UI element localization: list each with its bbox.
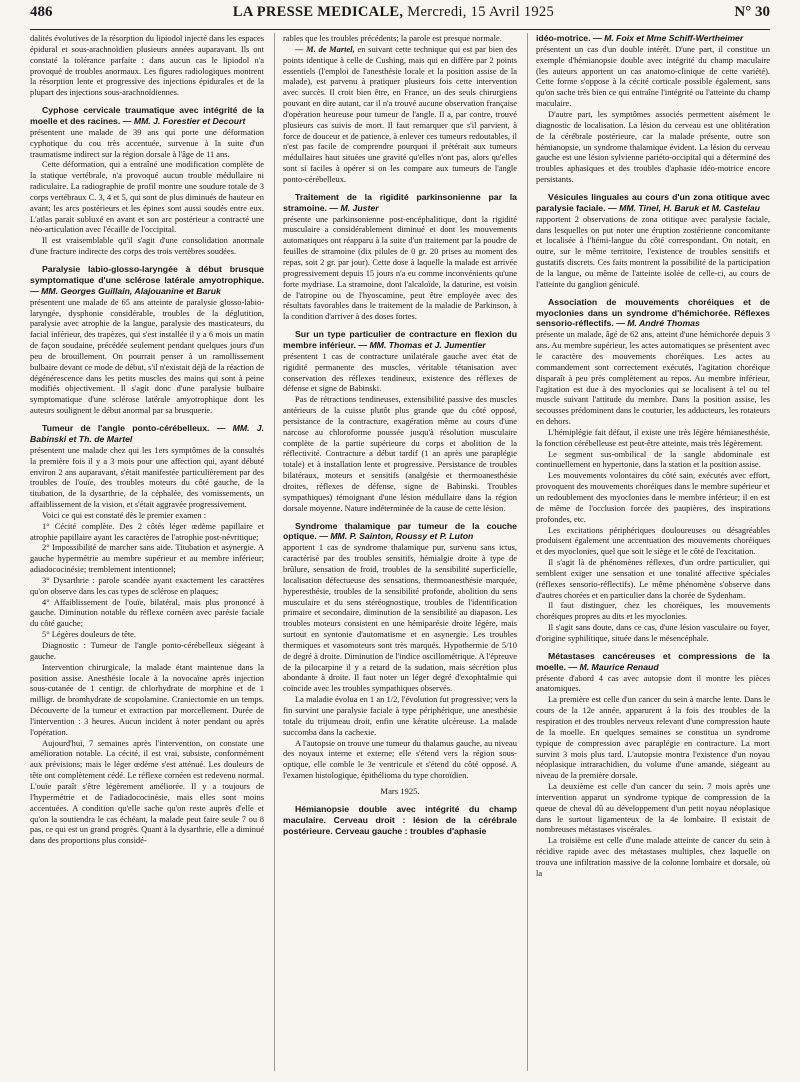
heading-title: Paralysie labio-glosso-laryngée à début brusque symptomatique d'une sclérose latérale amyotrophique. — [30,264,264,296]
paragraph: La troisième est celle d'une malade atteinte de cancer du sein à récidive rapide avec des métastases multiples, chez laquelle on trouva une infiltration massive de la colonne lombaire et dorsale, où la [536,835,770,878]
heading-authors: MM. J. Babinski et Th. de Martel [30,423,264,444]
paragraph: Diagnostic : Tumeur de l'angle ponto-cérébelleux siégeant à gauche. [30,640,264,661]
section-heading [283,521,517,543]
section-heading [536,192,770,214]
list-item: 2° Impossibilité de marcher sans aide. Titubation et asynergie. A gauche hypermétrie au membre supérieur et au membre inférieur; adiadococinésie; tremblement intentionnel; [30,542,264,575]
paragraph: Voici ce qui est constaté dès le premier examen : [42,509,207,520]
heading-authors: MM. J. Forestier et Decourt [133,115,246,126]
paragraph: présentent une malade de 65 ans atteinte de paralysie glosso-labio-laryngée, dysphonie considérable, troubles de la déglutition, paralysie avec atrophie de la langue, paralysie des masticateurs, du facial inférieur, des trapèzes, qui s'est installée il y a 6 mois un matin de façon soudaine, précédée seulement pendant quelques jours d'un peu de brouillement. On pourrait penser à un ramollissement bulbaire devant ce mode de début, s'il n'existait déjà de la réaction de dégénérescence dans les petits muscles des mains qui sont à peine modifiés objectivement. Il s'agit donc d'une paralysie bulbaire symptomatique d'une sclérose latérale amyotrophique dont les auteurs soulignent le début anormal par sa brusquerie. [30,296,264,416]
paragraph: présente d'abord 4 cas avec autopsie dont il montre les pièces anatomiques. [536,672,770,694]
heading-title: Sur un type particulier de contracture en flexion du membre inférieur. — [283,329,517,350]
heading-title: Cyphose cervicale traumatique avec intégrité de la moelle et des racines. — [30,105,264,126]
section-heading: Hémianopsie double avec intégrité du champ maculaire. Cerveau droit : lésion de la cérébrale postérieure. Cerveau gauche : troubles d'aphasie [283,803,517,836]
section-heading [536,297,770,330]
paragraph: Les excitations périphériques douloureuses ou désagréables produisent également une accentuation des mouvements choréiques et des myoclonies, quel que soit le siège et le côté de l'excitation. [536,524,770,557]
heading-authors: M. André Thomas [627,318,700,329]
paragraph: L'hémiplégie fait défaut, il existe une très légère hémianesthésie, la fonction cérébelleuse est peut-être atteinte, mais très légèrement. [536,426,770,448]
heading-title: Métastases cancéreuses et compressions de la moelle. — [536,650,770,672]
heading-title: Traitement de la rigidité parkinsonienne par la stramoine. — [283,191,517,213]
heading-authors: MM. Thomas et J. Jumentier [369,339,486,350]
heading-authors: MM. Georges Guillain, Alajouanine et Baruk [41,285,221,296]
paragraph: présente un malade, âgé de 62 ans, atteint d'une hémichorée depuis 3 ans. Au membre supérieur, les actes automatiques se présentent avec le caractère des mouvements choréiques. Les actes au commandement sont correctement exécutés, l'agitation choréique disparaît à peu près complètement au repos. Au membre inférieur, l'agitation est due à des myoclonies qui se localisent à tel ou tel muscle suivant l'attitude du membre. Dans la position assise, les secousses prédominent dans le couturier, les adducteurs, les rotateurs en dehors. [536,329,770,427]
list-item: 4° Affaiblissement de l'ouïe, bilatéral, mais plus prononcé à gauche. Diminution notable du réflexe cornéen avec parésie faciale du côté gauche; [30,596,264,629]
paragraph: rapportent 2 observations de zona otitique avec paralysie faciale, dans lesquelles on put noter une éruption zostérienne concomitante et localisée à l'hémi-langue du côté correspondant. On notait, en outre, sur le même territoire, l'existence de troubles sensitifs et gustatifs discrets. Ces faits montrent la possibilité de la participation de la langue, ou même de l'atteinte isolée de celle-ci, au cours de l'atteinte du ganglion géniculé. [536,213,770,289]
session-date: Mars 1925. [380,785,420,796]
paragraph: Il s'agit là de phénomènes réflexes, d'un ordre particulier, qui semblent exiger une sensation et une tonalité affective spéciales (réflexes sensorio-réflectifs). Le même phénomène s'observe dans d'autres chorées et en particulier dans la chorée de Sydenham. [536,557,770,600]
list-item: 1° Cécité complète. Des 2 côtés léger œdème papillaire et atrophie papillaire ayant les caractères de l'atrophie post-névritique; [30,520,264,542]
section-heading [30,264,264,297]
paragraph: Il s'agit sans doute, dans ce cas, d'une lésion vasculaire ou foyer, d'origine syphilitique, située dans le mésencéphale. [536,622,770,643]
paragraph: Le segment sus-ombilical de la sangle abdominale est continuellement en hypertonie, dans la station et la position assise. [536,448,770,470]
section-heading [283,192,517,214]
heading-title: idéo-motrice. — [536,33,602,43]
section-heading [536,651,770,673]
paragraph: A l'autopsie on trouve une tumeur du thalamus gauche, au niveau des noyaux interne et externe; elle s'étend vers la région sous-optique, elle comble le 3e ventricule et s'étend du côté opposé. A l'examen histologique, épithélioma du type choroïdien. [283,737,517,781]
heading-authors: MM. P. Sainton, Roussy et P. Luton [330,531,474,542]
heading-title: Tumeur de l'angle ponto-cérébelleux. — [42,423,226,433]
paragraph: La maladie évolua en 1 an 1/2, l'évolution fut progressive; vers la fin survint une paralysie faciale à type périphérique, une anesthésie totale du trijumeau droit, enfin une kératite ulcéreuse. La malade succomba dans la cachexie. [283,694,517,737]
paragraph: présentent une malade de 39 ans qui porte une déformation cyphotique du cou très accentuée, survenue à la suite d'un traumatisme indirect sur la région dorsale à l'âge de 11 ans. [30,126,264,159]
paragraph: La deuxième est celle d'un cancer du sein. 7 mois après une intervention apparut un syndrome typique de compression de la queue de cheval dû au développement d'un petit noyau néoplasique dans le surtout ligamenteux de la 4e lombaire. Il existait de nombreuses métastases viscérales. [536,781,770,835]
paragraph: Il est vraisemblable qu'il s'agit d'une consolidation anormale d'une fracture indirecte des corps des trois vertèbres soudées. [30,235,264,257]
section-heading-continued [536,33,770,44]
page-number: 486 [30,4,53,20]
heading-authors: M. Foix et Mme Schiff-Wertheimer [604,33,744,43]
paragraph: Intervention chirurgicale, la malade étant maintenue dans la position assise. Anesthésie locale à la novocaïne après injection sous-cutanée de 1 centigr. de chlorhydrate de morphine et de 1 milligr. de bromhydrate de scopolamine. Craniectomie en un temps. Découverte de la tumeur et extraction par morcellement. Durée de l'intervention : 3 heures. Aucun incident à noter pendant ou après l'opération. [30,661,264,737]
paragraph: présentent un cas d'un double intérêt. D'une part, il constitue un exemple d'hémianopsie double avec intégrité du champ maculaire (les auteurs apportent un cas anatomo-clinique de cette variété). Cette forme s'oppose à la cécité corticale possible également, sans qu'on sache très bien ce qui entraîne l'intégrité ou l'atteinte du champ maculaire. [536,43,770,109]
paragraph-text: en suivant cette technique qui est par bien des points identique à celle de Cushing, mais qui en diffère par 2 points essentiels (l'emploi de l'anesthésie locale et la position assise de la malade), est parvenu à pratiquer plusieurs fois cette intervention avec succès. Il croit bien être, en France, un des seuls chirurgiens pouvant en dire autant, car il n'a trouvé aucune observation française d'opération heureuse pour tumeur de l'angle. Il a, par contre, trouvé plusieurs cas suivis de mort. Il faut remarquer que s'il parvient, à force de douceur et de patience, à enlever ces tumeurs redoutables, il n'est pas facile de comprendre pourquoi il prétérait aux tumeurs médullaires haut situées une gravité qu'elles n'ont pas, alors qu'elles sont si faciles à opérer si on les compare aux tumeurs de l'angle ponto-cérébelleux. [283,43,517,184]
paragraph: Les mouvements volontaires du côté sain, exécutés avec effort, provoquent des mouvements choréiques dans le membre supérieur et un redoublement des myoclonies dans le membre inférieur; il en est de même de l'occlusion forcée des paupières, des inspirations profondes, etc. [536,470,770,524]
paragraph: Pas de rétractions tendineuses, extensibilité passive des muscles antérieurs de la cuisse plutôt plus grande que du côté opposé, persistance de la contracture, exagération même au cours d'une narcose au chloroforme poussée jusqu'à résolution musculaire complète de la partie supérieure du corps et abolition de la réflectivité. Contracture a début tardif (1 an après une paraplégie totale) et à installation lente et progressive. Persistance de troubles bilatéraux, moteurs et sensitifs (analgésie et thermoanesthésie droites, réflexes de défense, signe de Babinski. Troubles sympathiques) témoignant d'une lésion médullaire dans la région dorsale moyenne. Nature indéterminée de la cause de cette lésion. [283,394,517,513]
list-item: 5° Légères douleurs de tête. [42,629,137,640]
paragraph [283,44,517,185]
paragraph: Aujourd'hui, 7 semaines après l'intervention, on constate une amélioration notable. La cécité, il est vrai, subsiste, conformément aux prévisions; mais le léger œdème s'est atténué. Les douleurs de tête ont complètement cédé. Le réflexe cornéen est redevenu normal. L'ouïe paraît s'être légèrement améliorée. Il y a toujours de l'hypermétrie et de l'adiadococinésie, mais elles sont moins accentuées. A condition qu'elle sache qu'on reste auprès d'elle et qu'on la soutiendra le cas échéant, la malade peut faire seule 7 ou 8 pas, ce qui est un grand progrès. Quant à la dysarthrie, elle a diminué dans des proportions plus considé- [30,737,264,846]
paragraph: apportent 1 cas de syndrome thalamique pur, survenu sans ictus, caractérisé par des troubles sensitifs, hémialgie droite à type de brûlure, sensation de froid, troubles de la sensibilité superficielle, localisation défectueuse des sensations, thermoanesthésie marquée, hyperesthésie, troubles de la sensibilité profonde, abolition du sens musculaire et du sens stéréognostique, troubles de l'identification primaire et secondaire, diminution de la sensibilité au diapason. Les troubles moteurs consistent en une hémiparésie droite légère, mais surtout en syntonie d'automatisme et en asynergie. Les troubles thermiques et vasomoteurs sont très marqués. Hypothermie de 5/10 de degré à droite. Diminution de l'indice oscillométrique. A l'épreuve de la pilocarpine il y a retard de la sudation, mais sécrétion plus abondante à droite. Il faut noter un léger degré d'exophtalmie qui coïncide avec les troubles sympathiques observés. [283,542,517,694]
paragraph: Cette déformation, qui a entraîné une modification complète de la statique vertébrale, n'a provoqué aucun trouble médullaire ni radiculaire. La radiographie de profil montre une soudure totale de 3 corps vertébraux C. 3, 4 et 5, qui sont de plus diminués de hauteur en avant; les arcs postérieurs et les épines sont aussi soudés entre eux. L'atlas parait subluxé en avant et son arc postérieur a contracté une néo-articulation avec l'écaille de l'occipital. [30,159,264,235]
heading-authors: M. Maurice Renaud [579,661,659,672]
section-heading [30,423,264,445]
heading-authors: M. Juster [340,202,379,213]
list-item: 3° Dysarthrie : parole scandée ayant exactement les caractères qu'on observe dans les cas types de sclérose en plaques; [30,574,264,596]
journal-title [233,4,554,21]
column-1 [30,33,264,1071]
paragraph: dalités évolutives de la résorption du lipiodol injecté dans les espaces épidural et sous-arachnoïdien plusieurs années auparavant. Ils ont constaté la tolérance parfaite : dans aucun cas le lipiodol n'a provoqué de troubles anormaux. Les figures radiologiques montrent la résorption lente et progressive des injections épidurales et de la plupart des injections sous-arachnoïdiennes. [30,33,264,98]
section-heading [283,329,517,351]
paragraph: présentent une malade chez qui les 1ers symptômes de la consultés la première fois il y a 3 mois pour une affection qui, ayant débuté environ 2 ans auparavant, s'était manifestée particulièrement par des troubles de l'ouïe, des troubles moteurs du côté gauche, de la titubation, de la dysarthrie, de la céphalée, des vomissements, un affaiblissement de la vision, et s'était aggravée progressivement. [30,444,264,510]
issue-number: N° 30 [734,4,770,20]
paragraph: La première est celle d'un cancer du sein à marche lente. Dans le cours de la 12e année, apparurent à la fois des troubles de la respiration et des troubles nerveux relevant d'une compression haute de la moelle. En quelques semaines se constitua un syndrome typique de compression avec paraplégie en contracture. La mort survint 3 mois plus tard. L'autopsie montra l'existence d'un noyau néoplasique intrarachidien, du volume d'une amande, siégeant au niveau de la première dorsale. [536,694,770,781]
paragraph: D'autre part, les symptômes associés permettent aisément le diagnostic de localisation. La lésion du cerveau est une oblitération de la cérébrale postérieure, car la malade présente, outre son hémianopsie, un syndrome thalamique évident. La lésion du cerveau gauche est une lésion sylvienne pariéto-occipital qui a déterminé des troubles aphasiques et des troubles d'aphasie idéo-motrice encore persistants. [536,108,770,185]
issue-date: Mercredi, 15 Avril 1925 [407,4,555,20]
journal-name: LA PRESSE MEDICALE, [232,4,404,20]
heading-title: Association de mouvements choréiques et de myoclonies dans un syndrome d'hémichorée. Réflexes sensorio-réflectifs. — [536,296,770,329]
heading-authors: MM. Tinel, H. Baruk et M. Castelau [619,202,760,213]
column-3 [527,33,770,1071]
paragraph: présente une parkinsonienne post-encéphalitique, dont la rigidité musculaire a considérablement diminué et dont les mouvements automatiques ont réapparu à la suite d'un traitement par la poudre de feuilles de stramoine (dix pilules de 0 gr. 20 prises au moment des repas, soit 2 gr. par jour). Cette dose à laquelle la malade est arrivée progressivement depuis 15 jours n'a eu comme inconvénients qu'une forte mydriase. La stramoine, dont l'alcaloïde, la daturine, est voisin de l'atropine ou de l'hyoscamine, peut être employée avec des résultats favorables dans le traitement de la maladie de Parkinson, à la condition d'arriver à des doses fortes. [283,213,517,322]
paragraph-author: — M. de Martel, [295,43,355,54]
page-header [30,0,770,30]
column-2 [274,33,517,1071]
heading-title: Syndrome thalamique par tumeur de la couche optique. — [283,520,517,542]
paragraph: Il faut distinguer, chez les choréiques, les mouvements choréiques propres au dits et les myoclonies. [536,600,770,622]
article-columns [30,33,770,1071]
section-heading [30,105,264,127]
heading-title: Vésicules linguales au cours d'un zona otitique avec paralysie faciale. — [536,191,770,213]
paragraph: présentent 1 cas de contracture unilatérale gauche avec état de rigidité permanente des muscles, véritable tétanisation avec conservation des réflexes tendineux, existence des réflexes de défense et signe de Babinski. [283,350,517,394]
paragraph: rables que les troubles précédents; la parole est presque normale. [283,33,502,43]
